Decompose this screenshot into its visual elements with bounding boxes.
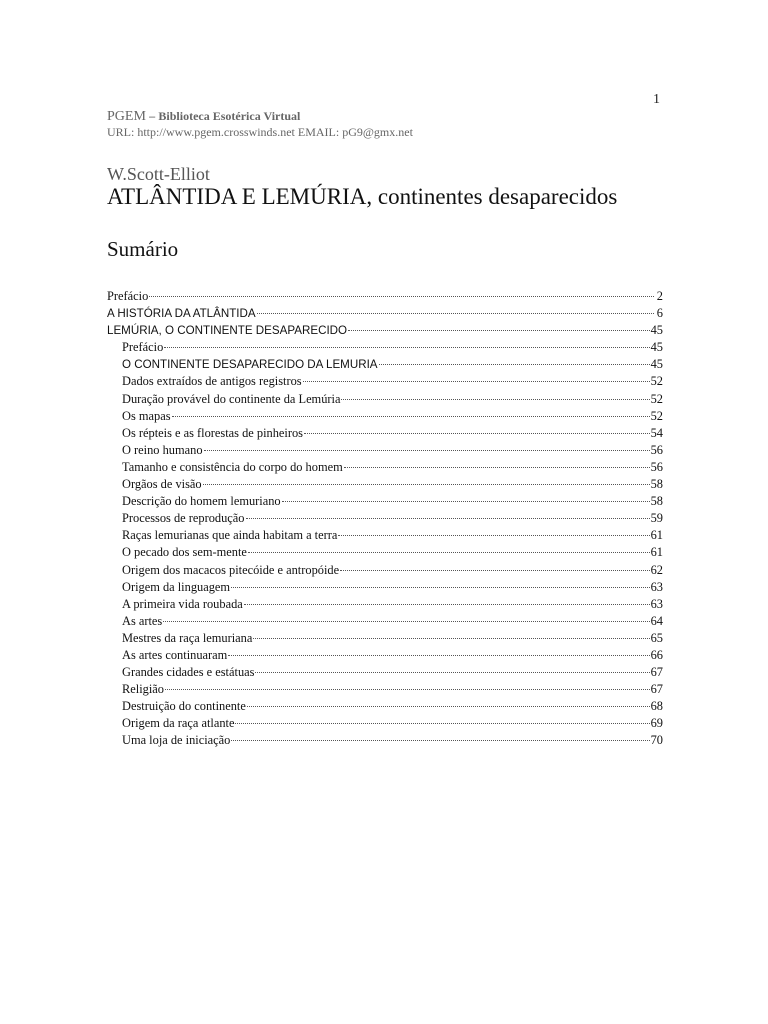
document-title: ATLÂNTIDA E LEMÚRIA, continentes desaparecidos [107, 184, 618, 209]
toc-entry[interactable] [107, 732, 663, 749]
library-name: Biblioteca Esotérica Virtual [158, 109, 301, 123]
toc-entry-label: Os répteis e as florestas de pinheiros [122, 425, 303, 440]
toc-entry-page: 63 [650, 596, 663, 611]
org-name: PGEM [107, 109, 146, 124]
toc-leader-dots [246, 517, 650, 519]
toc-leader-dots [338, 534, 649, 536]
toc-leader-dots [344, 466, 650, 468]
toc-entry-page: 6 [656, 306, 663, 321]
toc-entry-page: 56 [650, 459, 663, 474]
toc-entry[interactable] [107, 630, 663, 647]
toc-entry-label: Origem dos macacos pitecóide e antropóide [122, 562, 340, 577]
toc-entry[interactable] [107, 425, 663, 442]
toc-entry[interactable] [107, 442, 663, 459]
toc-entry[interactable] [107, 493, 663, 510]
toc-entry-page: 58 [650, 477, 663, 492]
header-separator: – [149, 109, 156, 123]
toc-entry-label: Tamanho e consistência do corpo do homem [122, 459, 343, 474]
toc-entry-page: 52 [650, 374, 663, 389]
toc-entry[interactable] [107, 562, 663, 579]
toc-entry-label: O reino humano [122, 442, 203, 457]
toc-entry-label: Orgãos de visão [122, 477, 202, 492]
toc-leader-dots [231, 739, 649, 741]
toc-leader-dots [282, 500, 650, 502]
toc-leader-dots [172, 415, 650, 417]
toc-leader-dots [304, 432, 650, 434]
toc-entry[interactable] [107, 579, 663, 596]
toc-entry[interactable] [107, 664, 663, 681]
toc-entry[interactable] [107, 288, 663, 305]
toc-entry-label: Os mapas [122, 408, 171, 423]
toc-entry[interactable] [107, 339, 663, 356]
toc-entry-page: 65 [650, 630, 663, 645]
toc-entry-label: Prefácio [122, 340, 164, 355]
toc-entry-page: 66 [650, 647, 663, 662]
toc-entry-label: Raças lemurianas que ainda habitam a terra [122, 528, 338, 543]
toc-leader-dots [228, 654, 649, 656]
toc-entry-label: LEMÚRIA, O CONTINENTE DESAPARECIDO [107, 324, 348, 338]
toc-entry-page: 63 [650, 579, 663, 594]
toc-entry-label: Uma loja de iniciação [122, 733, 231, 748]
toc-entry-label: As artes continuaram [122, 647, 228, 662]
toc-entry[interactable] [107, 322, 663, 339]
toc-leader-dots [165, 688, 650, 690]
toc-entry[interactable] [107, 698, 663, 715]
toc-leader-dots [255, 671, 649, 673]
toc-entry[interactable] [107, 527, 663, 544]
toc-entry[interactable] [107, 459, 663, 476]
toc-entry-page: 64 [650, 613, 663, 628]
toc-entry-label: Origem da raça atlante [122, 716, 235, 731]
toc-entry[interactable] [107, 408, 663, 425]
toc-leader-dots [244, 603, 650, 605]
toc-entry-label: Mestres da raça lemuriana [122, 630, 253, 645]
toc-entry[interactable] [107, 715, 663, 732]
toc-entry-label: O pecado dos sem-mente [122, 545, 247, 560]
toc-leader-dots [235, 722, 649, 724]
toc-entry[interactable] [107, 510, 663, 527]
toc-leader-dots [203, 483, 650, 485]
toc-entry-page: 45 [650, 357, 663, 372]
toc-entry-page: 45 [650, 323, 663, 338]
toc-leader-dots [379, 363, 650, 365]
toc-leader-dots [204, 449, 650, 451]
toc-entry[interactable] [107, 613, 663, 630]
toc-entry-label: O CONTINENTE DESAPARECIDO DA LEMURIA [122, 358, 378, 372]
toc-entry-page: 61 [650, 545, 663, 560]
toc-leader-dots [257, 312, 654, 314]
toc-entry-page: 67 [650, 682, 663, 697]
toc-entry-page: 69 [650, 716, 663, 731]
toc-entry-page: 62 [650, 562, 663, 577]
toc-entry-page: 67 [650, 665, 663, 680]
toc-entry-label: Processos de reprodução [122, 511, 245, 526]
author: W.Scott-Elliot [107, 164, 210, 184]
toc-leader-dots [231, 586, 650, 588]
toc-leader-dots [248, 551, 650, 553]
toc-entry[interactable] [107, 391, 663, 408]
page-number: 1 [653, 92, 660, 107]
toc-entry-label: A primeira vida roubada [122, 596, 243, 611]
header-url-line: URL: http://www.pgem.crosswinds.net EMAIL: pG9@gmx.net [107, 125, 413, 139]
toc-leader-dots [163, 620, 649, 622]
toc-entry-label: Duração provável do continente da Lemúria [122, 391, 341, 406]
toc-leader-dots [340, 569, 650, 571]
toc-entry[interactable] [107, 476, 663, 493]
summary-heading: Sumário [107, 237, 179, 261]
toc-entry[interactable] [107, 681, 663, 698]
toc-entry-label: Origem da linguagem [122, 579, 231, 594]
toc-entry-label: Grandes cidades e estátuas [122, 665, 255, 680]
toc-entry-page: 56 [650, 442, 663, 457]
toc-entry-label: Religião [122, 682, 164, 697]
toc-entry-label: Prefácio [107, 289, 149, 303]
toc-entry[interactable] [107, 373, 663, 390]
toc-leader-dots [303, 380, 650, 382]
toc-entry-page: 70 [650, 733, 663, 748]
toc-leader-dots [149, 295, 654, 297]
toc-entry-page: 68 [650, 699, 663, 714]
toc-entry-label: Dados extraídos de antigos registros [122, 374, 302, 389]
toc-leader-dots [247, 705, 650, 707]
toc-leader-dots [164, 346, 649, 348]
toc-leader-dots [348, 329, 650, 331]
toc-entry-label: Descrição do homem lemuriano [122, 494, 281, 509]
toc-entry-page: 52 [650, 408, 663, 423]
toc-entry-page: 58 [650, 494, 663, 509]
toc-entry-page: 52 [650, 391, 663, 406]
toc-entry[interactable] [107, 647, 663, 664]
toc-entry-page: 59 [650, 511, 663, 526]
toc-entry[interactable] [107, 356, 663, 373]
toc-entry[interactable] [107, 305, 663, 322]
toc-leader-dots [253, 637, 649, 639]
toc-entry-page: 45 [650, 340, 663, 355]
toc-entry-label: Destruição do continente [122, 699, 246, 714]
toc-entry-page: 61 [650, 528, 663, 543]
toc-leader-dots [341, 398, 649, 400]
toc-entry-label: A HISTÓRIA DA ATLÂNTIDA [107, 307, 256, 321]
toc-entry-page: 54 [650, 425, 663, 440]
toc-entry[interactable] [107, 544, 663, 561]
header-org-line [107, 108, 300, 125]
table-of-contents [107, 288, 663, 750]
toc-entry-page: 2 [656, 289, 663, 303]
toc-entry-label: As artes [122, 613, 163, 628]
toc-entry[interactable] [107, 596, 663, 613]
